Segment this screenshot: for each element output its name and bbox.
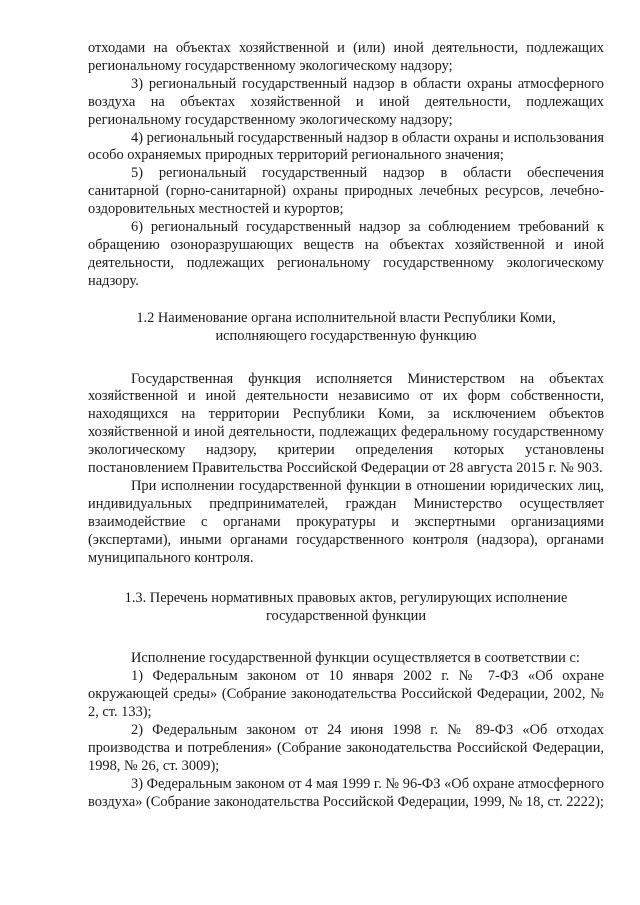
section-1-3-item-1: 1) Федеральным законом от 10 января 2002 г. № 7-ФЗ «Об охране окружающей среды» (Собрание законодательства Российской Федерации, 2002, № 2, ст. 133);: [88, 668, 604, 720]
intro-item-3: 3) региональный государственный надзор в области охраны атмосферного воздуха на объектах хозяйственной и иной деятельности, подлежащих региональному государственному экологическому надзору;: [88, 75, 604, 128]
section-1-3-heading: 1.3. Перечень нормативных правовых актов, регулирующих исполнение государственной функции: [124, 590, 568, 625]
intro-item-4: 4) региональный государственный надзор в области охраны и использования особо охраняемых природных территорий регионального значения;: [88, 129, 604, 164]
section-1-3-item-2: 2) Федеральным законом от 24 июня 1998 г. № 89-ФЗ «Об отходах производства и потребления» (Собрание законодательства Российской Федерации, 1998, № 26, ст. 3009);: [88, 721, 604, 774]
section-1-3-intro: Исполнение государственной функции осуществляется в соответствии с:: [131, 650, 580, 667]
intro-item-5: 5) региональный государственный надзор в области обеспечения санитарной (горно-санитарной) охраны природных лечебных ресурсов, лечебно-оздоровительных местностей и курортов;: [88, 165, 604, 218]
section-1-2-paragraph-1: Государственная функция исполняется Министерством на объектах хозяйственной и иной деятельности независимо от их форм собственности, находящихся на территории Республики Коми, за исключением объектов хозяйственной и иной деятельности, подлежащих федеральному государственному экологическому надзору, критерии определения которых установлены постановлением Правительства Российской Федерации от 28 августа 2015 г. № 903.: [88, 370, 604, 477]
section-1-2-paragraph-2: При исполнении государственной функции в отношении юридических лиц, индивидуальных предпринимателей, граждан Министерство осуществляет взаимодействие с органами прокуратуры и экспертными организациями (экспертами), иными органами государственного контроля (надзора), органами муниципального контроля.: [88, 477, 604, 566]
intro-paragraph-continuation: отходами на объектах хозяйственной и (или) иной деятельности, подлежащих региональному государственному экологическому надзору;: [88, 40, 604, 74]
document-page: [88, 40, 604, 811]
section-1-3-item-3: 3) Федеральным законом от 4 мая 1999 г. № 96-ФЗ «Об охране атмосферного воздуха» (Собрание законодательства Российской Федерации, 1999, № 18, ст. 2222);: [88, 775, 604, 810]
intro-item-6: 6) региональный государственный надзор за соблюдением требований к обращению озоноразрушающих веществ на объектах хозяйственной и иной деятельности, подлежащих региональному государственному экологическому надзору.: [88, 219, 604, 289]
section-1-2-heading: 1.2 Наименование органа исполнительной власти Республики Коми, исполняющего государственную функцию: [136, 309, 556, 344]
